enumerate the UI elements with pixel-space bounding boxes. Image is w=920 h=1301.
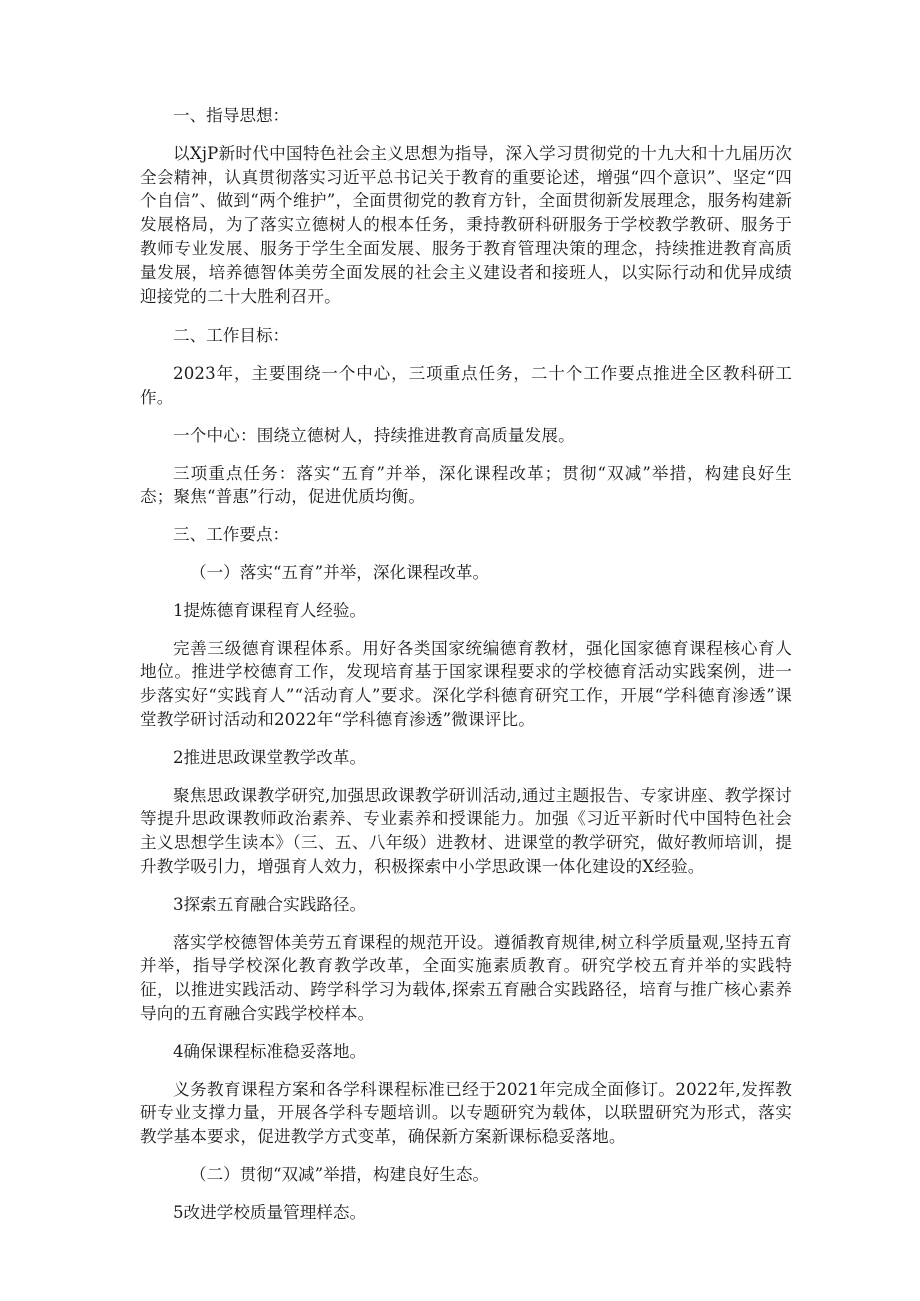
sub-heading-double-reduction: （二）贯彻“双减”举措，构建良好生态。 — [190, 1164, 490, 1184]
item-paragraph-4: 义务教育课程方案和各学科课程标准已经于2021年完成全面修订。2022年,发挥教研专业支撑力量，开展各学科专题培训。以专题研究为载体，以联盟研究为形式，落实教学基本要求，促进教学方式变革，确保新方案新课标稳妥落地。 — [140, 1079, 792, 1147]
section-heading-work-goals: 二、工作目标： — [173, 326, 290, 346]
item-paragraph-1: 完善三级德育课程体系。用好各类国家统编德育教材，强化国家德育课程核心育人地位。推进学校德育工作，发现培育基于国家课程要求的学校德育活动实践案例，进一步落实好“实践育人”“活动育人”要求。深化学科德育研究工作，开展“学科德育渗透”课堂教学研讨活动和2022年“学科德育渗透”微课评比。 — [140, 638, 792, 729]
item-heading-4: 4确保课程标准稳妥落地。 — [173, 1041, 367, 1061]
item-heading-1: 1提炼德育课程育人经验。 — [173, 600, 367, 620]
item-paragraph-2: 聚焦思政课教学研究,加强思政课教学研训活动,通过主题报告、专家讲座、教学探讨等提升思政课教师政治素养、专业素养和授课能力。加强《习近平新时代中国特色社会主义思想学生读本》（三、五、八年级）进教材、进课堂的教学研究，做好教师培训，提升教学吸引力，增强育人效力，积极探索中小学思政课一体化建设的X经验。 — [140, 785, 792, 876]
paragraph-work-goals-overview: 2023年，主要围绕一个中心，三项重点任务，二十个工作要点推进全区教科研工作。 — [140, 364, 792, 407]
item-paragraph-3: 落实学校德智体美劳五育课程的规范开设。遵循教育规律,树立科学质量观,坚持五育并举，指导学校深化教育教学改革，全面实施素质教育。研究学校五育并举的实践特征，以推进实践活动、跨学科学习为载体,探索五育融合实践路径，培育与推广核心素养导向的五育融合实践学校样本。 — [140, 932, 792, 1023]
paragraph-guiding-ideology: 以XjP新时代中国特色社会主义思想为指导，深入学习贯彻党的十九大和十九届历次全会精神，认真贯彻落实习近平总书记关于教育的重要论述，增强“四个意识”、坚定“四个自信”、做到“两个维护”，全面贯彻党的教育方针，全面贯彻新发展理念，服务构建新发展格局，为了落实立德树人的根本任务，秉持教研科研服务于学校教学教研、服务于教师专业发展、服务于学生全面发展、服务于教育管理决策的理念，持续推进教育高质量发展，培养德智体美劳全面发展的社会主义建设者和接班人，以实际行动和优异成绩迎接党的二十大胜利召开。 — [140, 143, 792, 306]
paragraph-three-key-tasks: 三项重点任务：落实“五育”并举，深化课程改革；贯彻“双减”举措，构建良好生态；聚焦“普惠”行动，促进优质均衡。 — [140, 463, 792, 507]
section-heading-guiding-ideology: 一、指导思想： — [173, 106, 290, 125]
sub-heading-five-education: （一）落实“五育”并举，深化课程改革。 — [190, 562, 490, 582]
document-page — [140, 104, 792, 1224]
item-heading-5: 5改进学校质量管理样态。 — [173, 1202, 367, 1222]
item-heading-2: 2推进思政课堂教学改革。 — [173, 747, 367, 767]
section-heading-work-points: 三、工作要点： — [173, 525, 290, 545]
paragraph-one-center: 一个中心：围绕立德树人，持续推进教育高质量发展。 — [173, 425, 575, 445]
item-heading-3: 3探索五育融合实践路径。 — [173, 894, 367, 914]
